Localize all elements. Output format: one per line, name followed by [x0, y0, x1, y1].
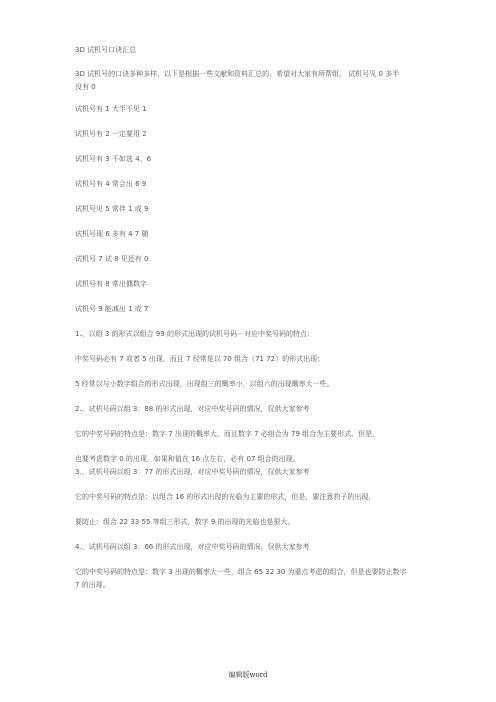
rule-item: 试机号有 4 常会出 6 9 [75, 180, 147, 188]
intro-line-1: 3D 试机号的口诀多种多样，以下是根据一些文献和资料汇总的，希望对大家有所帮组。 试机号见 0 多半 [75, 70, 400, 78]
section-4-heading: 4.、试机号码以组 3：66 的形式出现，对应中奖号码的情况，仅供大家参考 [75, 543, 310, 551]
rule-item: 试机号有 2 一定要用 2 [75, 130, 147, 138]
rule-item: 试机号见 5 常伴 1 或 9 [75, 205, 149, 213]
section-4-paragraph-2: 7 的出现。 [75, 581, 110, 589]
rule-item: 试机号现 6 多有 4 7 随 [75, 230, 149, 238]
section-1-heading: 1.、以组 3 的形式以组合 99 的形式出现的试机号码－对应中奖号码的特点： [75, 330, 314, 338]
section-3-paragraph-1: 它的中奖号码的特点是：以组合 16 的形式出现的光临为主要的形式，但是，要注意豹子的出现， [75, 493, 376, 501]
section-1-paragraph-2: 5 经常以与小数字组合的形式出现，出现组三的概率小，以组六的出现概率大一些。 [75, 380, 334, 388]
rule-item: 试机号有 1 大半不见 1 [75, 105, 147, 113]
rule-item: 试机号有 3 不如选 4、6 [75, 155, 152, 163]
page-footer: 编辑版word [228, 671, 268, 679]
section-3-heading: 3.、试机号码以组 3：77 的形式出现，对应中奖号码的情况，仅供大家参考 [75, 468, 310, 476]
intro-line-2: 没有 0 [75, 83, 96, 91]
section-3-paragraph-2: 要防止：组合 22 33 55 等组三形式，数字 9 的出现的光临也是很大。 [75, 518, 295, 526]
section-4-paragraph-1: 它的中奖号码的特点是：数字 3 出现的概率大一些，组合 65 32 30 为重点考虑的组合，但是也要防止数字 [75, 568, 407, 576]
section-1-paragraph-1: 中奖号码必有 7 或者 5 出现，而且 7 经常是以 70 组合（71 72）的形式出现； [75, 355, 325, 363]
section-2-paragraph-2: 也要考虑数字 0 的出现，如果和值在 16 点左右，必有 07 组合的出现。 [75, 455, 300, 463]
rule-item: 试机号 7 试 8 见还有 0 [75, 255, 149, 263]
document-title: 3D 试机号口诀汇总 [75, 46, 137, 54]
rule-item: 试机号 9 能减出 1 或 7 [75, 305, 149, 313]
section-2-heading: 2.、试机号码以组 3：88 的形式出现，对应中奖号码的情况，仅供大家参考 [75, 405, 310, 413]
rule-item: 试机号有 8 常出偶数字 [75, 280, 147, 288]
section-2-paragraph-1: 它的中奖号码的特点是：数字 7 出现的概率大，而且数字 7 必组合为 79 组合为主要形式，但是， [75, 430, 380, 438]
